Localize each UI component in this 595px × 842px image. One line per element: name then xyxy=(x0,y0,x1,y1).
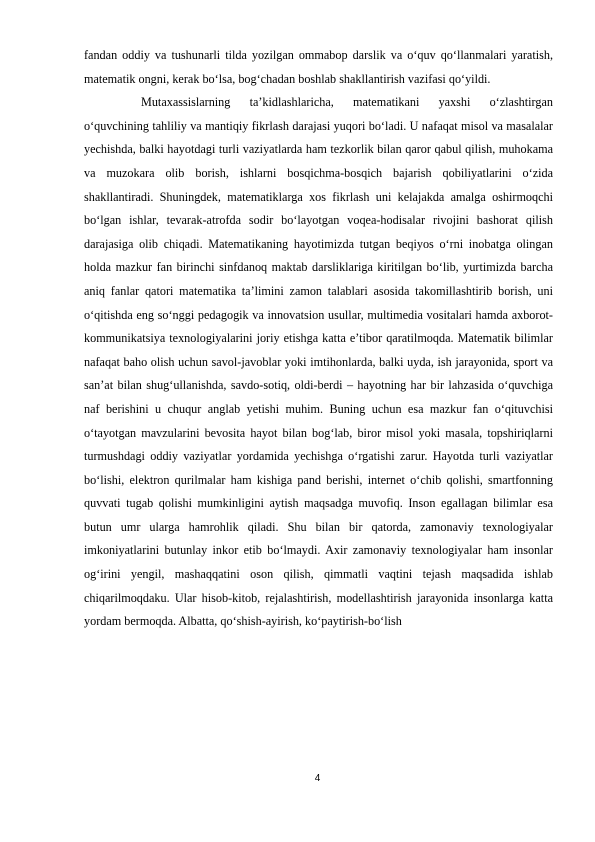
document-body xyxy=(84,44,553,634)
paragraph-main: Mutaxassislarning ta’kidlashlaricha, matematikani yaxshi o‘zlashtirgan o‘quvchining tahliliy va mantiqiy fikrlash darajasi yuqori bo‘ladi. U nafaqat misol va masalalar yechishda, balki hayotdagi turli vaziyatlarda ham tezkorlik bilan qaror qabul qilish, muhokama va muzokara olib borish, ishlarni bosqichma-bosqich bajarish qobiliyatlarini o‘zida shakllantiradi. Shuningdek, matematiklarga xos fikrlash uni kelajakda amalga oshirmoqchi bo‘lgan ishlar, tevarak-atrofda sodir bo‘layotgan voqea-hodisalar rivojini bashorat qilish darajasiga olib chiqadi. Matematikaning hayotimizda tutgan beqiyos o‘rni inobatga olingan holda mazkur fan birinchi sinfdanoq maktab darsliklariga kiritilgan bo‘lib, yurtimizda barcha aniq fanlar qatori matematika ta’limini zamon talablari asosida takomillashtirib borish, uni o‘qitishda eng so‘nggi pedagogik va innovatsion usullar, multimedia vositalari hamda axborot-kommunikatsiya texnologiyalarini joriy etishga katta e’tibor qaratilmoqda. Matematik bilimlar nafaqat baho olish uchun savol-javoblar yoki imtihonlarda, balki uyda, ish jarayonida, sport va san’at bilan shug‘ullanishda, savdo-sotiq, oldi-berdi – hayotning har bir lahzasida o‘quvchiga naf berishini u chuqur anglab yetishi muhim. Buning uchun esa mazkur fan o‘qituvchisi o‘tayotgan mavzularini bevosita hayot bilan bog‘lab, biror misol yoki masala, topshiriqlarni turmushdagi oddiy vaziyatlar yordamida yechishga o‘rgatishi zarur. Hayotda turli vaziyatlar bo‘lishi, elektron qurilmalar ham kishiga pand berishi, internet o‘chib qolishi, smartfonning quvvati tugab qolishi mumkinligini aytish maqsadga muvofiq. Inson egallagan bilimlar esa butun umr ularga hamrohlik qiladi. Shu bilan bir qatorda, zamonaviy texnologiyalar imkoniyatlarini butunlay inkor etib bo‘lmaydi. Axir zamonaviy texnologiyalar ham insonlar og‘irini yengil, mashaqqatini oson qilish, qimmatli vaqtini tejash maqsadida ishlab chiqarilmoqdaku. Ular hisob-kitob, rejalashtirish, modellashtirish jarayonida insonlarga katta yordam bermoqda. Albatta, qo‘shish-ayirish, ko‘paytirish-bo‘lish xyxy=(84,95,553,629)
paragraph-continuation: fandan oddiy va tushunarli tilda yozilgan ommabop darslik va o‘quv qo‘llanmalari yaratish, matematik ongni, kerak bo‘lsa, bog‘chadan boshlab shakllantirish vazifasi qo‘yildi. xyxy=(84,48,553,86)
page-number: 4 xyxy=(314,773,321,784)
